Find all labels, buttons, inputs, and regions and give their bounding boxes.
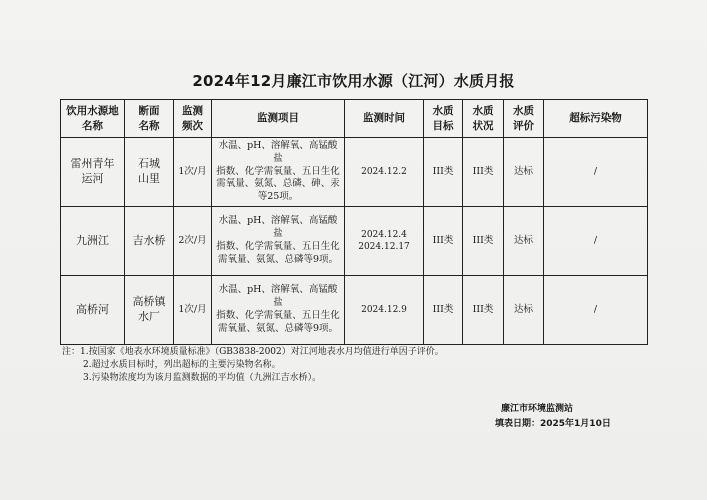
cell-source: 高桥河 (61, 276, 125, 345)
cell-status: III类 (463, 276, 504, 345)
cell-frequency: 1次/月 (174, 276, 212, 345)
header-pollutant: 超标污染物 (544, 100, 648, 138)
note-line: 2.超过水质目标时，列出超标的主要污染物名称。 (83, 360, 281, 370)
cell-time: 2024.12.2 (345, 138, 424, 207)
cell-section: 吉水桥 (125, 207, 174, 276)
header-items: 监测项目 (212, 100, 345, 138)
cell-frequency: 2次/月 (174, 207, 212, 276)
cell-items: 水温、pH、溶解氧、高锰酸盐 指数、化学需氧量、五日生化 需氧量、氨氮、总磷、砷、汞 等25项。 (212, 138, 345, 207)
table-header-row (61, 100, 648, 138)
cell-target: III类 (424, 138, 463, 207)
header-section: 断面 名称 (125, 100, 174, 138)
water-quality-table (60, 99, 648, 345)
signature-block (495, 402, 611, 432)
organization-name: 廉江市环境监测站 (501, 404, 574, 414)
cell-source: 雷州青年 运河 (61, 138, 125, 207)
cell-time: 2024.12.9 (345, 276, 424, 345)
notes (62, 346, 444, 385)
cell-time: 2024.12.4 2024.12.17 (345, 207, 424, 276)
header-status: 水质 状况 (463, 100, 504, 138)
header-frequency: 监测 频次 (174, 100, 212, 138)
cell-items: 水温、pH、溶解氧、高锰酸盐 指数、化学需氧量、五日生化 需氧量、氨氮、总磷等9项。 (212, 276, 345, 345)
cell-evaluation: 达标 (504, 207, 544, 276)
cell-pollutant: / (544, 207, 648, 276)
header-evaluation: 水质 评价 (504, 100, 544, 138)
note-line: 3.污染物浓度均为该月监测数据的平均值（九洲江吉水桥）。 (83, 373, 322, 383)
cell-target: III类 (424, 276, 463, 345)
header-time: 监测时间 (345, 100, 424, 138)
table-row (61, 138, 648, 207)
cell-items: 水温、pH、溶解氧、高锰酸盐 指数、化学需氧量、五日生化 需氧量、氨氮、总磷等9项。 (212, 207, 345, 276)
cell-status: III类 (463, 138, 504, 207)
cell-source: 九洲江 (61, 207, 125, 276)
cell-section: 高桥镇 水厂 (125, 276, 174, 345)
fill-date: 填表日期：2025年1月10日 (495, 419, 611, 429)
cell-pollutant: / (544, 276, 648, 345)
table-row (61, 276, 648, 345)
cell-pollutant: / (544, 138, 648, 207)
header-source: 饮用水源地 名称 (61, 100, 125, 138)
note-line: 注：1.按国家《地表水环境质量标准》（GB3838-2002）对江河地表水月均值进行单因子评价。 (62, 347, 444, 357)
table-row (61, 207, 648, 276)
cell-target: III类 (424, 207, 463, 276)
cell-frequency: 1次/月 (174, 138, 212, 207)
cell-evaluation: 达标 (504, 138, 544, 207)
report-title: 2024年12月廉江市饮用水源（江河）水质月报 (192, 72, 515, 90)
header-target: 水质 目标 (424, 100, 463, 138)
cell-status: III类 (463, 207, 504, 276)
cell-section: 石城 山里 (125, 138, 174, 207)
cell-evaluation: 达标 (504, 276, 544, 345)
